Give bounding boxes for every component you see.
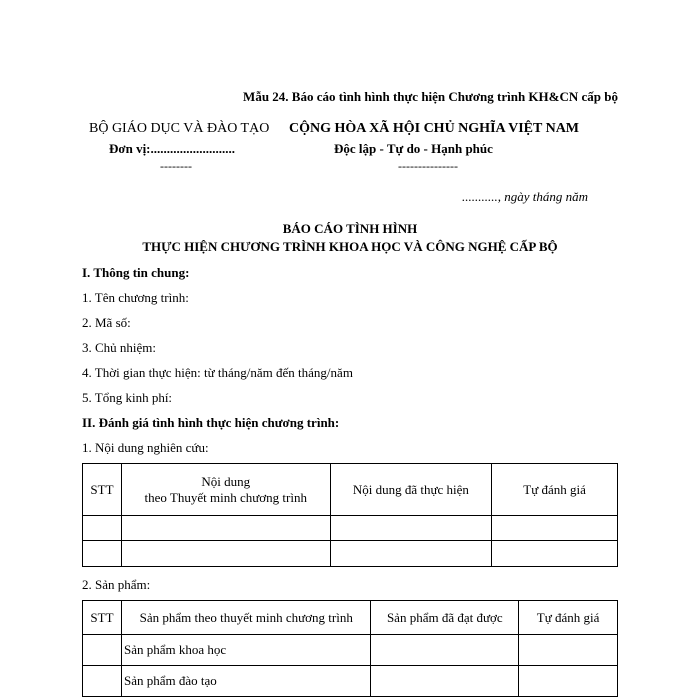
cell-empty[interactable] [371,635,519,666]
national-motto: Độc lập - Tự do - Hạnh phúc [334,141,493,156]
cell-empty[interactable] [330,516,492,541]
table-header-row [83,601,618,635]
cell-empty[interactable] [519,666,618,697]
program-lead-line: 3. Chủ nhiệm: [82,340,157,355]
cell-empty[interactable] [121,516,330,541]
implementation-period-line: 4. Thời gian thực hiện: từ tháng/năm đến tháng/năm [82,365,353,380]
header-stt: STT [83,601,122,635]
cell-empty[interactable] [330,541,492,567]
table-row [83,541,618,567]
section-2-heading: II. Đánh giá tình hình thực hiện chương trình: [82,415,340,430]
unit-line: Đơn vị:.......................... [109,141,236,156]
cell-empty[interactable] [83,666,122,697]
section-1-heading: I. Thông tin chung: [82,265,190,280]
product-training: Sản phẩm đào tạo [121,666,370,697]
products-label: 2. Sản phẩm: [82,577,151,592]
header-stt: STT [83,464,122,516]
table-header-row [83,464,618,516]
cell-empty[interactable] [492,541,618,567]
report-title-line-1: BÁO CÁO TÌNH HÌNH [282,221,418,236]
header-self-assessment: Tự đánh giá [492,464,618,516]
cell-empty[interactable] [83,541,122,567]
right-divider: --------------- [398,159,458,173]
cell-empty[interactable] [121,541,330,567]
header-planned-content-line-1: Nội dung [201,473,251,489]
program-code-line: 2. Mã số: [82,315,131,330]
republic-name: CỘNG HÒA XÃ HỘI CHỦ NGHĨA VIỆT NAM [289,121,580,136]
cell-empty[interactable] [492,516,618,541]
header-planned-products: Sản phẩm theo thuyết minh chương trình [121,601,370,635]
report-title-line-2: THỰC HIỆN CHƯƠNG TRÌNH KHOA HỌC VÀ CÔNG NGHỆ CẤP BỘ [142,239,558,254]
research-content-label: 1. Nội dung nghiên cứu: [82,440,209,455]
cell-empty[interactable] [371,666,519,697]
program-name-line: 1. Tên chương trình: [82,290,189,305]
header-self-assessment: Tự đánh giá [519,601,618,635]
cell-empty[interactable] [519,635,618,666]
header-planned-content-line-2: theo Thuyết minh chương trình [144,489,307,505]
table-row [83,666,618,697]
total-budget-line: 5. Tổng kinh phí: [82,390,173,405]
product-scientific: Sản phẩm khoa học [121,635,370,666]
left-divider: -------- [160,159,192,173]
research-content-table [82,463,618,567]
header-achieved-products: Sản phẩm đã đạt được [371,601,519,635]
cell-empty[interactable] [83,516,122,541]
table-row [83,635,618,666]
products-table [82,600,618,697]
ministry-name: BỘ GIÁO DỤC VÀ ĐÀO TẠO [89,121,270,136]
date-line: ..........., ngày tháng năm [461,189,588,204]
cell-empty[interactable] [83,635,122,666]
form-title: Mẫu 24. Báo cáo tình hình thực hiện Chương trình KH&CN cấp bộ [243,89,618,104]
table-row [83,516,618,541]
header-planned-content [121,464,330,516]
header-completed-content: Nội dung đã thực hiện [330,464,492,516]
